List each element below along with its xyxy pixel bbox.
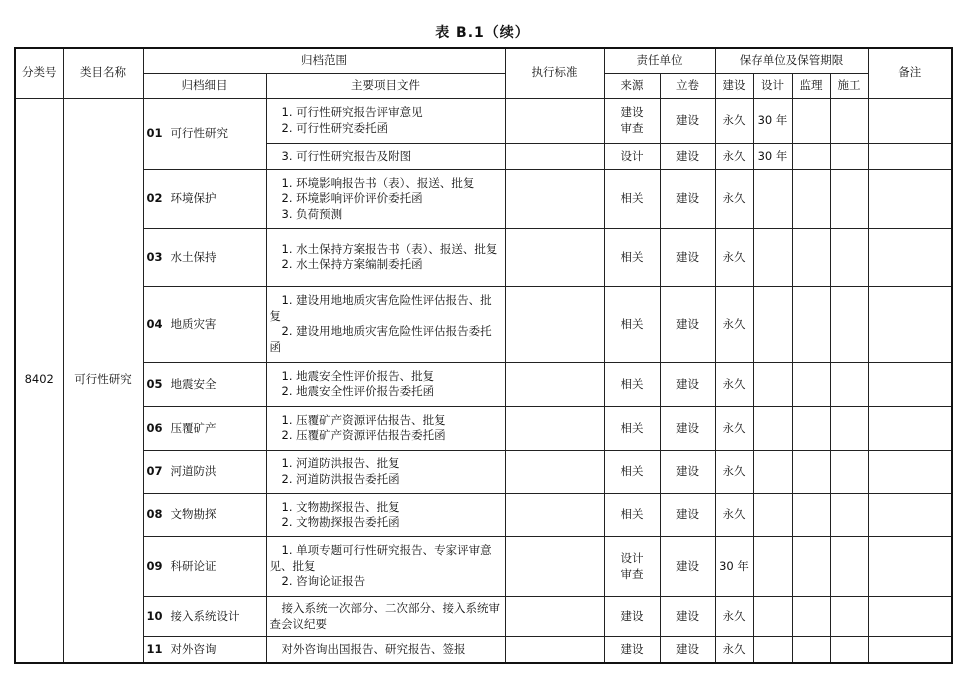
scope-item-number: 10: [146, 608, 163, 623]
project-files-cell: [266, 287, 505, 363]
source-text: 建设审查: [620, 105, 644, 135]
scope-item-name: 对外咨询: [170, 641, 217, 656]
remarks-cell: [868, 228, 952, 287]
source-cell: [604, 98, 660, 143]
project-file-line: 1. 水土保持方案报告书（表）、报送、批复: [281, 241, 498, 256]
supervise-retention-cell: [792, 143, 830, 169]
filing-cell: 建设: [660, 362, 715, 406]
standard-cell: [505, 407, 604, 450]
scope-item-number: 03: [146, 249, 163, 264]
build-retention-cell: 永久: [715, 450, 753, 493]
design-retention-cell: [753, 596, 792, 636]
header-remarks: 备注: [868, 48, 952, 98]
supervise-retention-cell: [792, 228, 830, 287]
standard-cell: [505, 143, 604, 169]
standard-cell: [505, 228, 604, 287]
remarks-cell: [868, 143, 952, 169]
project-file-line: 2. 文物勘探报告委托函: [281, 515, 400, 530]
remarks-cell: [868, 637, 952, 663]
build-retention-cell: 永久: [715, 228, 753, 287]
filing-cell: 建设: [660, 537, 715, 597]
build-retention-cell: 30 年: [715, 537, 753, 597]
header-scope: 归档范围: [143, 48, 505, 73]
construct-retention-cell: [830, 98, 868, 143]
construct-retention-cell: [830, 450, 868, 493]
filing-cell: 建设: [660, 493, 715, 536]
project-file-line: 2. 河道防洪报告委托函: [281, 471, 400, 486]
project-file-line: 2. 水土保持方案编制委托函: [281, 257, 423, 272]
remarks-cell: [868, 362, 952, 406]
scope-item-name: 可行性研究: [170, 126, 228, 141]
header-supervise: 监理: [792, 73, 830, 98]
archive-table: [14, 47, 953, 664]
project-file-line: 1. 地震安全性评价报告、批复: [281, 368, 435, 383]
table-row: [15, 287, 952, 363]
project-files-cell: [266, 143, 505, 169]
project-file-line: 2. 环境影响评价评价委托函: [281, 191, 423, 206]
build-retention-cell: 永久: [715, 287, 753, 363]
standard-cell: [505, 170, 604, 229]
scope-item-cell: [143, 493, 266, 536]
design-retention-cell: [753, 228, 792, 287]
table-row: [15, 228, 952, 287]
project-file-line: 1. 压覆矿产资源评估报告、批复: [281, 412, 446, 427]
scope-item-number: 09: [146, 558, 163, 573]
header-scope-docs: 主要项目文件: [266, 73, 505, 98]
supervise-retention-cell: [792, 170, 830, 229]
supervise-retention-cell: [792, 493, 830, 536]
design-retention-cell: [753, 450, 792, 493]
remarks-cell: [868, 287, 952, 363]
table-row: [15, 493, 952, 536]
table-row: [15, 537, 952, 597]
source-cell: 建设: [604, 637, 660, 663]
project-file-line: 1. 单项专题可行性研究报告、专家评审意见、批复: [269, 543, 492, 573]
header-category: 类目名称: [63, 48, 143, 98]
scope-item-name: 地质灾害: [170, 316, 217, 331]
header-source: 来源: [604, 73, 660, 98]
table-row: [15, 450, 952, 493]
standard-cell: [505, 450, 604, 493]
source-cell: [604, 537, 660, 597]
project-file-line: 1. 环境影响报告书（表）、报送、批复: [281, 175, 475, 190]
project-files-cell: [266, 493, 505, 536]
filing-cell: 建设: [660, 228, 715, 287]
construct-retention-cell: [830, 362, 868, 406]
build-retention-cell: 永久: [715, 362, 753, 406]
standard-cell: [505, 98, 604, 143]
project-file-line: 2. 地震安全性评价报告委托函: [281, 384, 435, 399]
scope-item-number: 11: [146, 641, 163, 656]
design-retention-cell: [753, 537, 792, 597]
design-retention-cell: [753, 637, 792, 663]
scope-item-cell: [143, 98, 266, 170]
design-retention-cell: 30 年: [753, 143, 792, 169]
project-files-cell: [266, 450, 505, 493]
construct-retention-cell: [830, 537, 868, 597]
design-retention-cell: [753, 170, 792, 229]
design-retention-cell: [753, 493, 792, 536]
scope-item-number: 01: [146, 126, 163, 141]
scope-item-cell: [143, 287, 266, 363]
project-file-line: 1. 可行性研究报告评审意见: [281, 105, 423, 120]
standard-cell: [505, 493, 604, 536]
scope-item-name: 地震安全: [170, 376, 217, 391]
project-files-cell: [266, 637, 505, 663]
filing-cell: 建设: [660, 287, 715, 363]
build-retention-cell: 永久: [715, 493, 753, 536]
standard-cell: [505, 287, 604, 363]
remarks-cell: [868, 450, 952, 493]
project-file-line: 1. 文物勘探报告、批复: [281, 499, 400, 514]
supervise-retention-cell: [792, 362, 830, 406]
scope-item-number: 04: [146, 316, 163, 331]
scope-item-cell: [143, 596, 266, 636]
remarks-cell: [868, 170, 952, 229]
supervise-retention-cell: [792, 637, 830, 663]
construct-retention-cell: [830, 228, 868, 287]
table-row: [15, 98, 952, 143]
filing-cell: 建设: [660, 450, 715, 493]
supervise-retention-cell: [792, 450, 830, 493]
scope-item-name: 河道防洪: [170, 463, 217, 478]
scope-item-cell: [143, 362, 266, 406]
filing-cell: 建设: [660, 407, 715, 450]
project-file-line: 对外咨询出国报告、研究报告、签报: [281, 641, 466, 656]
source-cell: 相关: [604, 228, 660, 287]
project-file-line: 2. 压覆矿产资源评估报告委托函: [281, 428, 446, 443]
scope-item-name: 水土保持: [170, 249, 217, 264]
table-title: 表 B.1（续）: [435, 25, 530, 41]
remarks-cell: [868, 596, 952, 636]
source-cell: 相关: [604, 450, 660, 493]
table-body: [15, 98, 952, 663]
remarks-cell: [868, 407, 952, 450]
scope-item-cell: [143, 637, 266, 663]
filing-cell: 建设: [660, 143, 715, 169]
source-cell: 建设: [604, 596, 660, 636]
project-files-cell: [266, 362, 505, 406]
scope-item-name: 环境保护: [170, 191, 217, 206]
design-retention-cell: [753, 287, 792, 363]
supervise-retention-cell: [792, 407, 830, 450]
project-files-cell: [266, 596, 505, 636]
scope-item-name: 科研论证: [170, 558, 217, 573]
category-code-cell: 8402: [15, 98, 63, 663]
project-files-cell: [266, 407, 505, 450]
header-responsible: 责任单位: [604, 48, 715, 73]
construct-retention-cell: [830, 287, 868, 363]
remarks-cell: [868, 537, 952, 597]
build-retention-cell: 永久: [715, 596, 753, 636]
project-file-line: 2. 可行性研究委托函: [281, 120, 389, 135]
scope-item-number: 06: [146, 420, 163, 435]
category-name-cell: 可行性研究: [63, 98, 143, 663]
header-construct: 施工: [830, 73, 868, 98]
supervise-retention-cell: [792, 596, 830, 636]
remarks-cell: [868, 98, 952, 143]
construct-retention-cell: [830, 596, 868, 636]
standard-cell: [505, 596, 604, 636]
construct-retention-cell: [830, 143, 868, 169]
scope-item-name: 接入系统设计: [170, 608, 240, 623]
design-retention-cell: [753, 407, 792, 450]
design-retention-cell: 30 年: [753, 98, 792, 143]
standard-cell: [505, 637, 604, 663]
scope-item-cell: [143, 450, 266, 493]
standard-cell: [505, 537, 604, 597]
table-row: [15, 170, 952, 229]
standard-cell: [505, 362, 604, 406]
build-retention-cell: 永久: [715, 637, 753, 663]
scope-item-cell: [143, 407, 266, 450]
construct-retention-cell: [830, 170, 868, 229]
supervise-retention-cell: [792, 537, 830, 597]
project-file-line: 3. 负荷预测: [281, 206, 343, 221]
header-custody: 保存单位及保管期限: [715, 48, 868, 73]
supervise-retention-cell: [792, 287, 830, 363]
filing-cell: 建设: [660, 637, 715, 663]
scope-item-name: 文物勘探: [170, 507, 217, 522]
scope-item-number: 07: [146, 463, 163, 478]
construct-retention-cell: [830, 637, 868, 663]
project-files-cell: [266, 537, 505, 597]
construct-retention-cell: [830, 493, 868, 536]
source-cell: 设计: [604, 143, 660, 169]
project-file-line: 2. 咨询论证报告: [281, 574, 366, 589]
scope-item-cell: [143, 537, 266, 597]
build-retention-cell: 永久: [715, 170, 753, 229]
design-retention-cell: [753, 362, 792, 406]
source-cell: 相关: [604, 170, 660, 229]
project-file-line: 1. 河道防洪报告、批复: [281, 456, 400, 471]
build-retention-cell: 永久: [715, 143, 753, 169]
remarks-cell: [868, 493, 952, 536]
header-standard: 执行标准: [505, 48, 604, 98]
project-files-cell: [266, 170, 505, 229]
table-row: [15, 362, 952, 406]
scope-item-cell: [143, 170, 266, 229]
scope-item-cell: [143, 228, 266, 287]
project-file-line: 1. 建设用地地质灾害危险性评估报告、批复: [269, 293, 492, 323]
build-retention-cell: 永久: [715, 407, 753, 450]
header-design: 设计: [753, 73, 792, 98]
table-row: [15, 596, 952, 636]
filing-cell: 建设: [660, 98, 715, 143]
scope-item-number: 05: [146, 376, 163, 391]
scope-item-number: 02: [146, 191, 163, 206]
source-cell: 相关: [604, 287, 660, 363]
header-code: 分类号: [15, 48, 63, 98]
header-filing: 立卷: [660, 73, 715, 98]
scope-item-number: 08: [146, 507, 163, 522]
construct-retention-cell: [830, 407, 868, 450]
header-scope-item: 归档细目: [143, 73, 266, 98]
scope-item-name: 压覆矿产: [170, 420, 217, 435]
project-file-line: 2. 建设用地地质灾害危险性评估报告委托函: [269, 324, 492, 354]
project-file-line: 接入系统一次部分、二次部分、接入系统审查会议纪要: [269, 600, 500, 631]
filing-cell: 建设: [660, 170, 715, 229]
source-cell: 相关: [604, 493, 660, 536]
project-file-line: 3. 可行性研究报告及附图: [281, 148, 412, 163]
table-row: [15, 637, 952, 663]
filing-cell: 建设: [660, 596, 715, 636]
project-files-cell: [266, 228, 505, 287]
source-cell: 相关: [604, 362, 660, 406]
supervise-retention-cell: [792, 98, 830, 143]
build-retention-cell: 永久: [715, 98, 753, 143]
project-files-cell: [266, 98, 505, 143]
table-row: [15, 407, 952, 450]
source-text: 设计审查: [620, 551, 644, 581]
source-cell: 相关: [604, 407, 660, 450]
header-build: 建设: [715, 73, 753, 98]
